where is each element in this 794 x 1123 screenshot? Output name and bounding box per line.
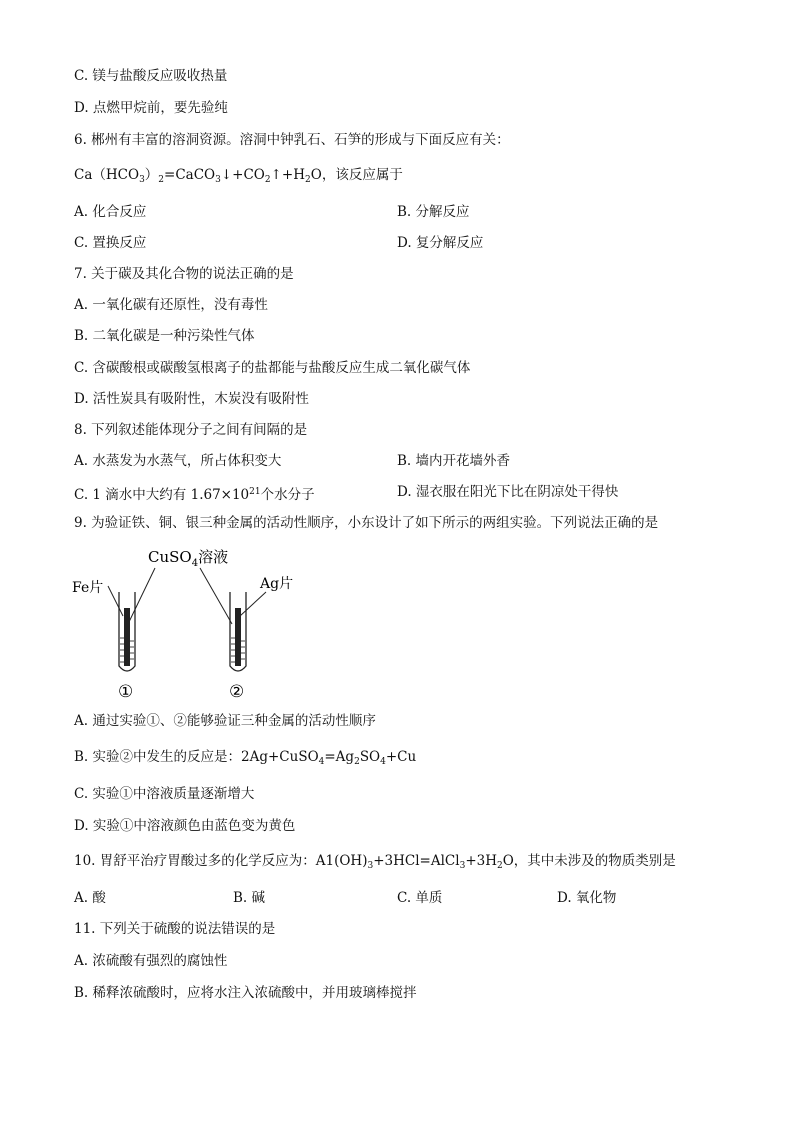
q7-option-b: B. 二氧化碳是一种污染性气体 bbox=[74, 328, 255, 344]
q7-option-d: D. 活性炭具有吸附性，木炭没有吸附性 bbox=[74, 391, 309, 407]
test-tube-1 bbox=[119, 592, 135, 671]
q9-option-d: D. 实验①中溶液颜色由蓝色变为黄色 bbox=[74, 818, 296, 834]
option-d-prev: D. 点燃甲烷前，要先验纯 bbox=[74, 100, 228, 116]
q11-option-a: A. 浓硫酸有强烈的腐蚀性 bbox=[74, 953, 228, 969]
q9-option-c: C. 实验①中溶液质量逐渐增大 bbox=[74, 786, 255, 802]
fe-label: Fe片 bbox=[72, 580, 104, 596]
question-10: 10. 胃舒平治疗胃酸过多的化学反应为：$A1(OH)_3+3HCl=AlCl_3+3H_2O$，其中未涉及的物质类别是 bbox=[74, 853, 676, 871]
ag-label: Ag片 bbox=[260, 576, 294, 592]
q9-option-a: A. 通过实验①、②能够验证三种金属的活动性顺序 bbox=[74, 713, 376, 729]
q10-option-d: D. 氧化物 bbox=[557, 890, 617, 906]
q6-option-b: B. 分解反应 bbox=[397, 204, 470, 220]
q7-option-c: C. 含碳酸根或碳酸氢根离子的盐都能与盐酸反应生成二氧化碳气体 bbox=[74, 360, 471, 376]
solution-label: CuSO$_4$溶液 bbox=[148, 548, 229, 569]
q7-option-a: A. 一氧化碳有还原性，没有毒性 bbox=[74, 297, 268, 313]
q9-option-b: B. 实验②中发生的反应是：$2Ag+CuSO_4=Ag_2SO_4+Cu$ bbox=[74, 749, 417, 767]
q11-option-b: B. 稀释浓硫酸时，应将水注入浓硫酸中，并用玻璃棒搅拌 bbox=[74, 985, 417, 1001]
q8-option-c: C. 1 滴水中大约有 $1.67\times 10^{21}$个水分子 bbox=[74, 487, 315, 503]
tube-1-label: ① bbox=[118, 682, 134, 702]
question-11: 11. 下列关于硫酸的说法错误的是 bbox=[74, 921, 276, 937]
q10-option-a: A. 酸 bbox=[74, 890, 106, 906]
question-6: 6. 郴州有丰富的溶洞资源。溶洞中钟乳石、石笋的形成与下面反应有关： bbox=[74, 132, 510, 148]
q8-option-a: A. 水蒸发为水蒸气，所占体积变大 bbox=[74, 453, 282, 469]
q6-equation: $Ca(HCO_3)_2=CaCO_3↓+CO_2↑+H_2O$，该反应属于 bbox=[74, 167, 403, 185]
test-tube-figure bbox=[70, 544, 350, 704]
q10-option-b: B. 碱 bbox=[233, 890, 266, 906]
option-c-prev: C. 镁与盐酸反应吸收热量 bbox=[74, 68, 228, 84]
q6-option-c: C. 置换反应 bbox=[74, 235, 147, 251]
q8-option-d: D. 湿衣服在阳光下比在阴凉处干得快 bbox=[397, 484, 619, 500]
q10-option-c: C. 单质 bbox=[397, 890, 443, 906]
test-tube-2 bbox=[230, 592, 246, 671]
q8-option-b: B. 墙内开花墙外香 bbox=[397, 453, 511, 469]
q6-option-a: A. 化合反应 bbox=[74, 204, 147, 220]
q6-option-d: D. 复分解反应 bbox=[397, 235, 484, 251]
tube-2-label: ② bbox=[229, 682, 245, 702]
question-9: 9. 为验证铁、铜、银三种金属的活动性顺序，小东设计了如下所示的两组实验。下列说法正确的是 bbox=[74, 515, 659, 531]
question-7: 7. 关于碳及其化合物的说法正确的是 bbox=[74, 266, 294, 282]
question-8: 8. 下列叙述能体现分子之间有间隔的是 bbox=[74, 422, 308, 438]
